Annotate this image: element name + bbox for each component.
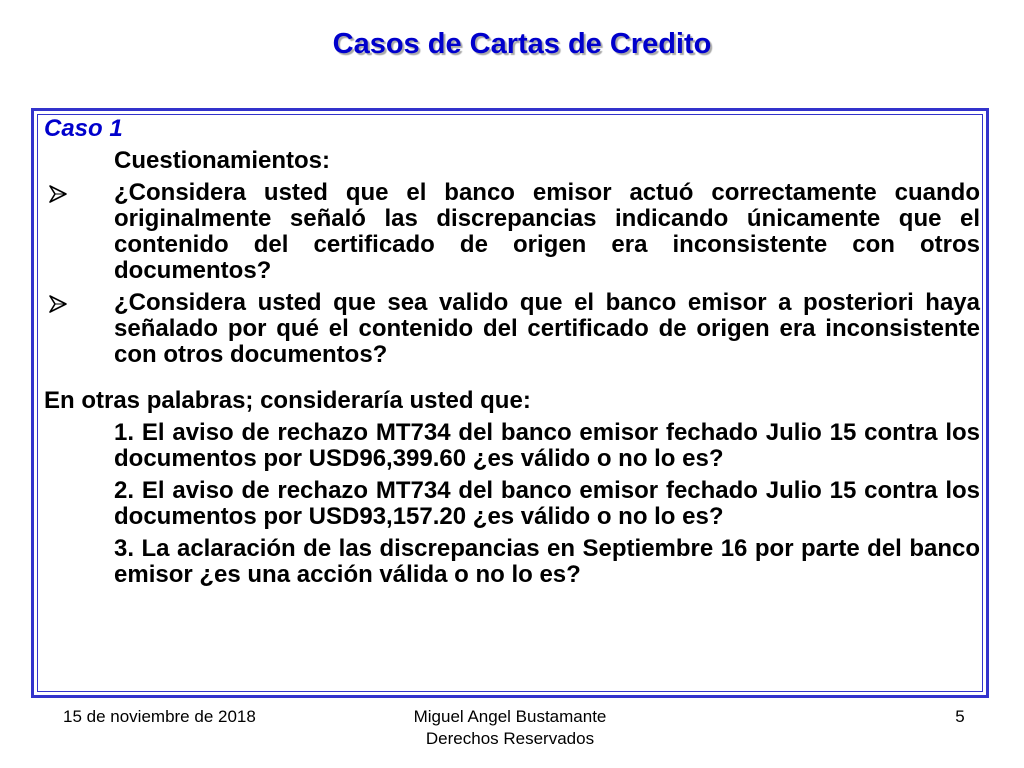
bullet-text: ¿Considera usted que el banco emisor actuó correctamente cuando originalmente señaló las discrepancias indicando únicamente que el contenido del certificado de origen era inconsistente con otros documentos? xyxy=(114,179,980,284)
footer-author-name: Miguel Angel Bustamante xyxy=(413,707,607,726)
paragraph-text: En otras palabras; consideraría usted que: xyxy=(44,387,531,414)
slide-content xyxy=(44,116,980,588)
footer-rights: Derechos Reservados xyxy=(425,729,595,748)
case-label: Caso 1 xyxy=(44,115,123,142)
numbered-item: 2. El aviso de rechazo MT734 del banco emisor fechado Julio 15 contra los documentos por USD93,157.20 ¿es válido o no lo es? xyxy=(114,477,980,530)
spacer xyxy=(44,368,980,388)
bullet-item xyxy=(44,290,980,368)
section-heading: Cuestionamientos: xyxy=(114,147,331,174)
bullet-item xyxy=(44,180,980,284)
arrow-bullet-icon xyxy=(48,294,68,314)
numbered-item: 1. El aviso de rechazo MT734 del banco emisor fechado Julio 15 contra los documentos por USD96,399.60 ¿es válido o no lo es? xyxy=(114,419,980,472)
bullet-text: ¿Considera usted que sea valido que el banco emisor a posteriori haya señalado por qué el contenido del certificado de origen era inconsistente con otros documentos? xyxy=(114,289,980,368)
arrow-bullet-icon xyxy=(48,184,68,204)
footer-author xyxy=(380,706,640,750)
slide-title: Casos de Cartas de Credito xyxy=(332,28,712,60)
page-number: 5 xyxy=(955,707,965,726)
footer-date: 15 de noviembre de 2018 xyxy=(63,707,256,726)
numbered-item: 3. La aclaración de las discrepancias en Septiembre 16 por parte del banco emisor ¿es una acción válida o no lo es? xyxy=(114,535,980,588)
